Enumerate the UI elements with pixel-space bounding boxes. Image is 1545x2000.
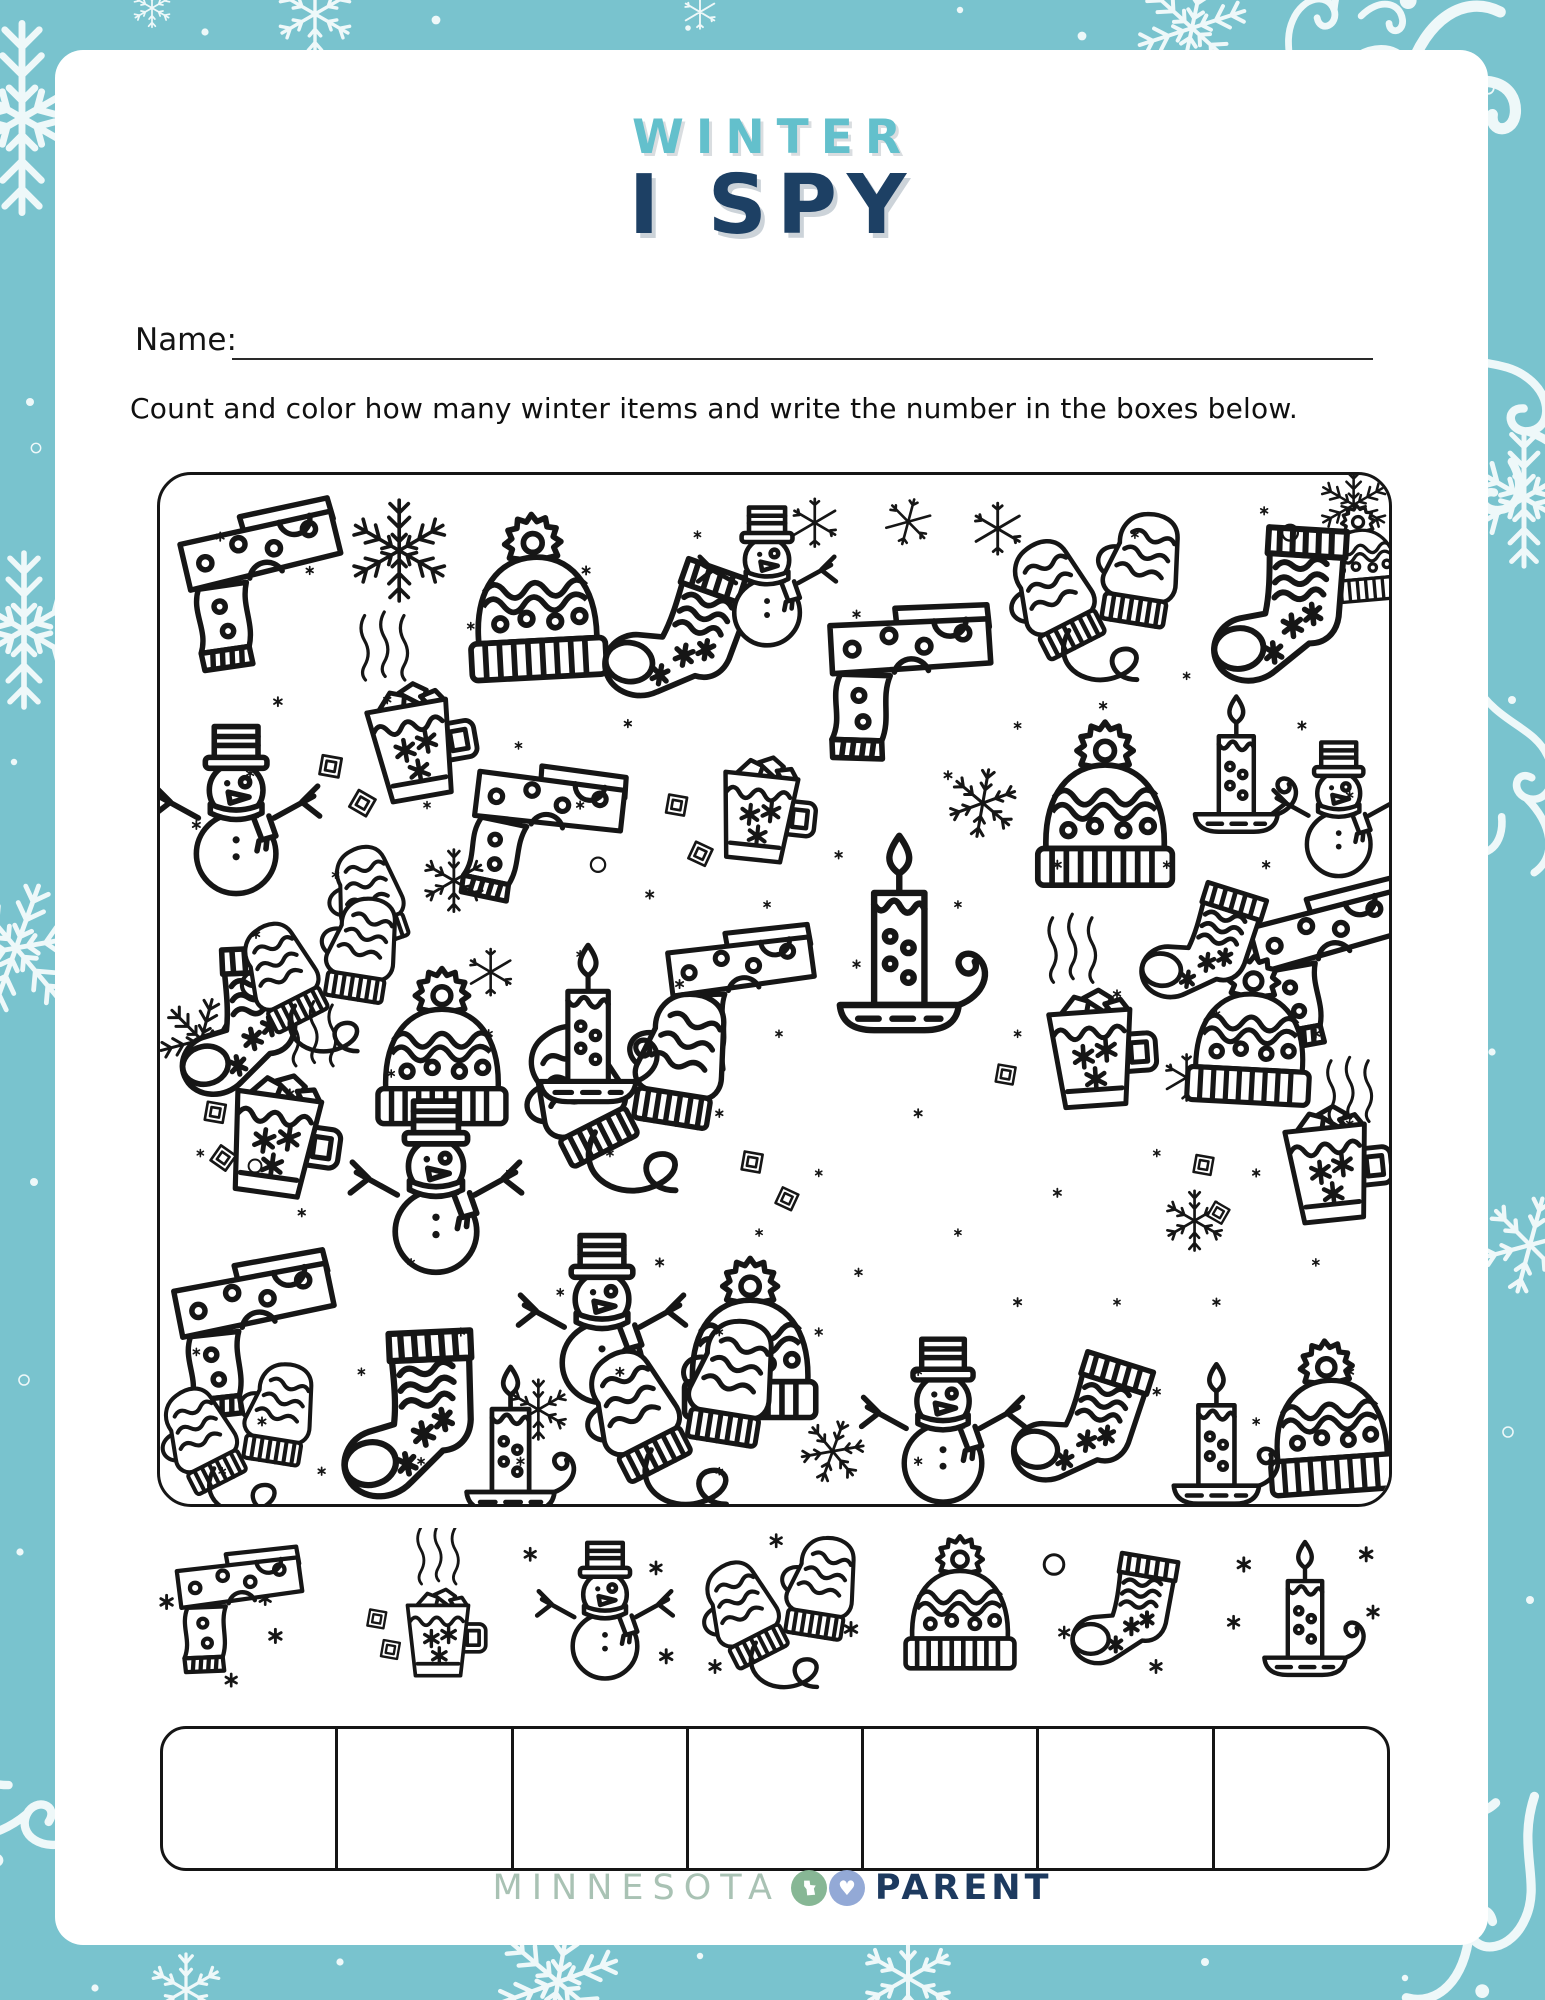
- answer-box-1[interactable]: [163, 1729, 338, 1868]
- key-item-winter-hat: [875, 1528, 1045, 1703]
- snowman-icon: [350, 1101, 521, 1272]
- sparkle-icon: [1253, 1169, 1260, 1177]
- marsh-icon: [367, 1609, 386, 1628]
- name-input-line[interactable]: [232, 318, 1373, 360]
- sparkle-icon: [646, 890, 653, 898]
- spark-icon: [226, 1674, 237, 1686]
- mug-icon: [1047, 986, 1159, 1108]
- sparkle-icon: [1183, 672, 1189, 679]
- steam-icon: [1049, 914, 1096, 982]
- key-item-sock: [1037, 1528, 1207, 1703]
- ring-border-icon: [1503, 1427, 1513, 1437]
- sparkle-icon: [1100, 702, 1107, 710]
- spark-icon: [1059, 1627, 1069, 1638]
- snowman-icon: [160, 727, 320, 894]
- dot-border-icon: [697, 1953, 703, 1959]
- dot-border-icon: [11, 759, 17, 765]
- marsh-icon: [320, 755, 342, 777]
- footer-logo: [0, 1868, 1545, 1908]
- dot-border-icon: [26, 398, 34, 406]
- sparkle-icon: [955, 901, 961, 908]
- sparkle-icon: [853, 960, 860, 968]
- sparkle-icon: [944, 771, 951, 779]
- sock-icon: [1010, 1343, 1155, 1493]
- steam-icon: [361, 612, 408, 680]
- sparkle-icon: [816, 1169, 822, 1176]
- marsh-icon: [688, 841, 714, 867]
- dot-border-icon: [1201, 1958, 1209, 1966]
- instructions-text: Count and color how many winter items and write the number in the boxes below.: [130, 392, 1298, 425]
- sparkle-icon: [764, 901, 770, 908]
- sparkle-icon: [835, 851, 842, 859]
- key-item-snowman: [520, 1528, 690, 1703]
- sparkle-icon: [716, 1109, 723, 1117]
- marsh-icon: [1206, 1201, 1230, 1225]
- sparkle-icon: [756, 1229, 762, 1236]
- mug-icon: [1283, 1101, 1389, 1224]
- sparkle-icon: [1153, 1388, 1160, 1396]
- dot-border-icon: [201, 28, 208, 35]
- spark-icon: [651, 1562, 662, 1574]
- sparkle-icon: [1154, 1149, 1160, 1156]
- sparkle-icon: [298, 1209, 305, 1217]
- scarf-icon: [177, 1547, 302, 1672]
- spark-icon: [1368, 1606, 1379, 1618]
- candle-icon: [1264, 1542, 1363, 1675]
- dot-border-icon: [336, 1958, 343, 1965]
- marsh-icon: [209, 1144, 237, 1172]
- sparkle-icon: [468, 623, 474, 630]
- spark-icon: [1360, 1548, 1371, 1561]
- flake1-icon: [350, 500, 447, 601]
- scarf-icon: [821, 594, 995, 768]
- marsh-icon: [775, 1187, 799, 1211]
- answer-box-3[interactable]: [514, 1729, 689, 1868]
- sparkle-icon: [274, 697, 282, 706]
- mug-icon: [363, 675, 484, 804]
- key-item-mittens: [698, 1528, 868, 1703]
- key-item-candle: [1220, 1528, 1390, 1703]
- spark-icon: [845, 1622, 856, 1635]
- steam-icon: [418, 1528, 459, 1584]
- candle-icon: [467, 1367, 574, 1504]
- flake3-border-icon: [685, 0, 714, 29]
- mittens-icon: [698, 1528, 868, 1687]
- brand-minnesota: MINNESOTA: [492, 1868, 781, 1908]
- ring-icon: [1044, 1555, 1064, 1575]
- flake2-border-icon: [134, 0, 171, 27]
- ring-border-icon: [31, 443, 40, 452]
- answer-box-4[interactable]: [689, 1729, 864, 1868]
- spark-icon: [270, 1629, 281, 1642]
- sparkle-icon: [318, 1467, 325, 1475]
- ring-border-icon: [19, 1375, 29, 1385]
- sock-icon: [319, 1317, 500, 1503]
- sparkle-icon: [1263, 861, 1270, 869]
- snowman-icon: [537, 1543, 673, 1679]
- sparkle-icon: [582, 566, 589, 574]
- spark-icon: [660, 1650, 671, 1663]
- sparkle-icon: [557, 1289, 563, 1296]
- sparkle-icon: [776, 1030, 782, 1037]
- heart-icon: ♥: [829, 1870, 865, 1906]
- sparkle-icon: [1213, 1298, 1220, 1306]
- sparkle-icon: [197, 1149, 203, 1156]
- sparkle-icon: [306, 567, 313, 575]
- sparkle-icon: [853, 610, 860, 618]
- dot-border-icon: [1078, 32, 1087, 41]
- sparkle-icon: [915, 1109, 922, 1117]
- dot-border-icon: [685, 25, 691, 31]
- winter-hat-icon: [906, 1536, 1015, 1668]
- spark-icon: [525, 1548, 536, 1560]
- flake3-icon: [794, 499, 836, 547]
- sparkle-icon: [694, 531, 700, 538]
- sock-icon: [1202, 519, 1362, 684]
- minnesota-state-icon: [791, 1870, 827, 1906]
- flake2-border-icon: [152, 1954, 221, 2000]
- cocoa-mug-icon: [408, 1589, 486, 1675]
- spark-icon: [710, 1660, 721, 1672]
- sparkle-icon: [815, 1328, 822, 1336]
- marsh-icon: [348, 789, 376, 817]
- flake3-icon: [975, 503, 1020, 554]
- marsh-icon: [381, 1640, 400, 1659]
- spark-icon: [771, 1535, 782, 1547]
- hat-icon: [1262, 1337, 1389, 1496]
- sock-icon: [1072, 1553, 1178, 1663]
- mug-icon: [224, 1068, 348, 1201]
- answer-box-7[interactable]: [1215, 1729, 1387, 1868]
- marsh-icon: [205, 1102, 226, 1123]
- dot-border-icon: [1488, 1048, 1495, 1055]
- title-ispy: I SPY: [628, 158, 917, 253]
- flake2-icon: [945, 764, 1020, 842]
- sparkle-icon: [624, 720, 631, 728]
- dot-border-icon: [91, 1984, 98, 1991]
- ring-icon: [591, 858, 605, 872]
- sparkle-icon: [193, 821, 200, 829]
- sparkle-icon: [1253, 1418, 1259, 1425]
- sparkle-icon: [1313, 1259, 1319, 1266]
- key-item-cocoa-mug: [353, 1528, 523, 1703]
- snowman-icon: [862, 1339, 1025, 1502]
- sparkle-icon: [1014, 722, 1020, 729]
- brand-parent: PARENT: [874, 1868, 1053, 1908]
- marsh-icon: [666, 795, 687, 816]
- dot-border-icon: [1402, 1975, 1408, 1981]
- candle-icon: [1195, 697, 1296, 832]
- candle-icon: [1174, 1364, 1278, 1503]
- answer-box-6[interactable]: [1039, 1729, 1214, 1868]
- sparkle-icon: [1014, 1298, 1021, 1306]
- flake3-icon: [470, 949, 510, 995]
- dot-border-icon: [432, 16, 441, 25]
- flake2-icon: [794, 1412, 871, 1491]
- dot-border-icon: [30, 1178, 38, 1186]
- spark-icon: [1228, 1616, 1239, 1628]
- sparkle-icon: [1054, 1189, 1061, 1197]
- answer-box-2[interactable]: [338, 1729, 513, 1868]
- sparkle-icon: [1114, 1299, 1120, 1306]
- answer-box-5[interactable]: [864, 1729, 1039, 1868]
- mug-icon: [717, 753, 821, 866]
- sparkle-icon: [1298, 721, 1305, 729]
- candle-icon: [840, 836, 985, 1030]
- marsh-icon: [742, 1151, 763, 1172]
- sparkle-icon: [515, 742, 521, 749]
- dot-border-icon: [1508, 696, 1516, 704]
- sparkle-icon: [1261, 507, 1268, 515]
- hat-icon: [464, 511, 607, 681]
- sparkle-icon: [1014, 1030, 1020, 1037]
- puzzle-area: [157, 472, 1392, 1507]
- sparkle-icon: [358, 1368, 364, 1375]
- spark-icon: [1151, 1660, 1162, 1672]
- mittens-icon: [993, 503, 1193, 680]
- marsh-icon: [996, 1065, 1016, 1085]
- title-winter: WINTER: [631, 110, 914, 165]
- marsh-icon: [1194, 1155, 1214, 1175]
- answer-key-row: [0, 1528, 1545, 1708]
- answer-boxes: [160, 1726, 1390, 1871]
- scarf-icon: [177, 497, 352, 672]
- spark-icon: [161, 1595, 172, 1608]
- sparkle-icon: [955, 1229, 961, 1236]
- flake2-border-icon: [279, 0, 351, 52]
- sparkle-icon: [1114, 990, 1121, 998]
- flake3-icon: [883, 494, 934, 549]
- dot-border-icon: [957, 7, 963, 13]
- sparkle-icon: [855, 1268, 862, 1276]
- sparkle-icon: [656, 1258, 663, 1266]
- key-item-scarf: [153, 1528, 323, 1703]
- name-label: Name:: [135, 322, 237, 358]
- spark-icon: [1238, 1558, 1249, 1571]
- sparkle-icon: [424, 801, 430, 808]
- scarf-icon: [451, 743, 634, 926]
